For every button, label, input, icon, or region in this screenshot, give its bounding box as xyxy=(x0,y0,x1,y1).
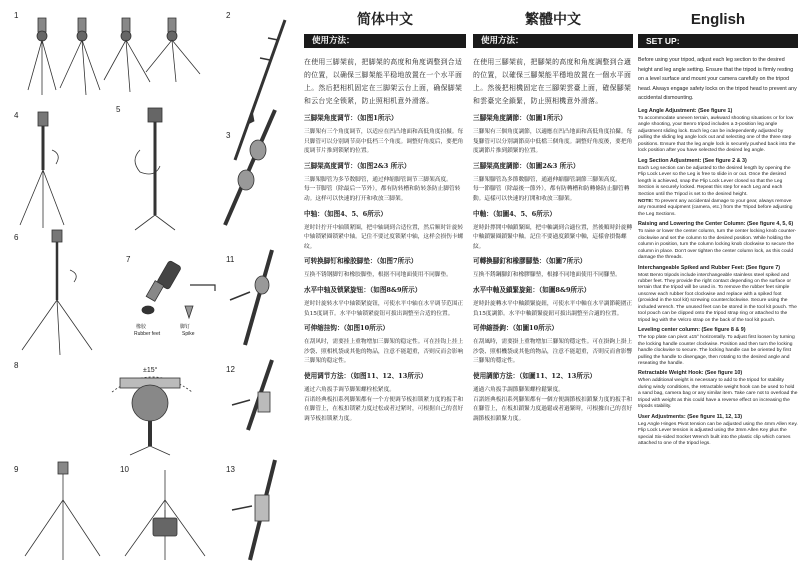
figure-4 xyxy=(14,111,64,228)
tc-section-head: 使用調節方法：（如圖11、12、13所示） xyxy=(473,371,597,380)
figure-13-number: 13 xyxy=(226,465,235,474)
spike-label-en: Spike xyxy=(182,331,195,337)
en-section-head: Leg Angle Adjustment: (See figure 1) xyxy=(638,107,733,114)
en-note-text: To prevent any accidental damage to your gear, always remove any mounted equipment (camera, etc.) from the Tripod before adjusting the Leg Sections. xyxy=(638,198,793,217)
tc-section-body: 互換不銹鋼腳釘和橡膠腳墊，根據不同地面使用不同腳墊。 xyxy=(473,272,621,279)
sc-section-body: 互换不锈钢脚钉和橡胶脚垫，根据不同地面使用不同脚垫。 xyxy=(304,272,452,279)
sc-title: 简体中文 xyxy=(357,12,413,28)
tc-section-head: 可轉換腳釘和橡膠腳墊：（如圖7所示） xyxy=(473,257,587,266)
figure-2-number: 2 xyxy=(226,11,231,20)
tc-section-head: 中軸：（如圖4、5、6所示） xyxy=(473,209,556,218)
figure-10 xyxy=(120,465,205,560)
en-section-body: The top plate can pivot ±15° horizontally. To adjust first loosen by turning the locking handle counter clockwise. Position and then turn the locking handle clockwise to secure. The locking handle can be oriented by first pulling the handle to disengage, then rotating to the desired angle and reseating the handle. xyxy=(638,335,795,367)
en-setup-bar: SET UP: xyxy=(638,34,798,48)
figure-7 xyxy=(126,255,215,337)
tc-section-head: 三腳架高度調節：（如圖2&3 所示） xyxy=(473,161,580,170)
en-section-body: To raise or lower the center column, turn the center locking knob counter-clockwise and set the column to the desired position. While holding the column in position, turn the column locking knob clockwise to secure the column in place. Don't over tighten the center column lock, as this could damage the threads. xyxy=(638,229,797,261)
figure-5 xyxy=(116,105,175,230)
tc-intro: 在使用三腳架前，把腳架的高度和角度調整到合適的位置，以確保三腳架能平穩地放置在一個水平面上。然後把相機固定在三腳架雲臺上面，確保腳架和雲臺完全鎖緊，防止照相機意外滑落。 xyxy=(473,58,632,105)
en-intro: Before using your tripod, adjust each leg section to the desired height and leg angle setting. Ensure that the tripod is firmly resting on a level surface and mount your camera carefully on the tripod head. Always engage safety locks on the tripod head to prevent any accidental dismounting. xyxy=(638,57,797,102)
en-sections xyxy=(638,108,798,448)
figure-13 xyxy=(226,460,275,560)
figures-svg xyxy=(0,0,300,567)
tc-section-body: 三腳架有三個角度調節，以適應在凹凸地面和高低角度拍攝。每隻腳管可以分別調節高中低檔三個角度。調整好角度後，要把角度調節片推到鎖緊的位置。 xyxy=(473,129,633,155)
sc-section-head: 三脚架角度调节：（如图1所示） xyxy=(304,114,398,122)
figure-9-number: 9 xyxy=(14,465,19,474)
en-section-head: Raising and Lowering the Center Column: (See figure 4, 5, 6) xyxy=(638,221,794,228)
figure-5-number: 5 xyxy=(116,105,121,114)
traditional-chinese-column xyxy=(473,10,633,565)
en-section-head: Leveling center column: (See figure 8 & 9) xyxy=(638,327,746,334)
sc-section-head: 水平中轴及锁紧旋钮：（如图8&9所示） xyxy=(304,285,422,294)
tc-section-head: 三腳架角度調節：（如圖1所示） xyxy=(473,114,567,122)
sc-intro: 在使用三脚架前，把脚架的高度和角度调整到合适的位置，以确保三脚架能平稳地放置在一个水平面上。然后把相机固定在三脚架云台上面，确保脚架和云台完全锁紧，防止照相机意外滑落。 xyxy=(304,58,463,105)
tc-section-body: 逆時針旋轉水平中軸鎖緊旋鈕，可使水平中軸在水平調節範圍正負15度調節。水平中軸鎖緊旋鈕可拔出調整至合適的位置。 xyxy=(473,300,633,317)
figure-1 xyxy=(14,11,200,95)
en-section-body: Leg Angle Hinges Pivot tension can be adjusted using the 4mm Allen Key. Flip Lock Lever tension is adjusted using the 3mm Allen Key plus the special Six-sided Socket Wrench built into the plastic clip which comes attached to one of the tripod legs. xyxy=(638,421,798,447)
sc-setup-bar: 使用方法： xyxy=(304,34,466,48)
tc-section-body: 逆時針擰開中軸鎖緊圈，把中軸調到合適位置，然後順時針旋轉中軸鎖緊圈鎖緊中軸。記住不要過度鎖緊中軸，這樣會損傷螺紋。 xyxy=(473,224,633,250)
tc-section-head: 水平中軸及鎖緊旋鈕：（如圖8&9所示） xyxy=(473,285,591,294)
english-column xyxy=(638,10,798,565)
figure-9 xyxy=(14,462,100,560)
figure-1-number: 1 xyxy=(14,11,19,20)
figure-11 xyxy=(226,250,272,345)
sc-section-body: 三脚架有三个角度调节，以适应在凹凸地面和高低角度拍摄。每只脚管可以分别调节高中低档三个角度。调整好角度后，要把角度调节片推到锁紧的位置。 xyxy=(304,129,464,155)
tc-setup-bar: 使用方法： xyxy=(473,34,633,48)
tc-section-body: 通過六角扳手調節腳架螺栓鬆緊度。 百諾經典板扣系列腳架都有一個方便調節板扣鎖緊力度的扳手和在腳管上，在板扣鎖緊力度過鬆或者過緊時，可根據自己的喜好調節板扣鎖緊力度。 xyxy=(473,386,633,422)
figure-12 xyxy=(226,360,272,430)
figure-4-number: 4 xyxy=(14,111,19,120)
figure-8 xyxy=(14,361,192,455)
sc-section-head: 三脚架高度调节：（如图2&3 所示） xyxy=(304,161,411,170)
en-section-body: Each Leg section can be adjusted to the desired length by opening the Flip Lock Lever so the Leg is free to slide in or out. Once the desired length is achieved, snap the Flip Lock Lever closed so that the Leg Section is securely locked. Repeat this step for each Leg and each Section until the Tripod is set to the desired height. xyxy=(638,165,791,197)
sc-section-head: 中轴：（如图4、5、6所示） xyxy=(304,209,387,218)
figure-6 xyxy=(14,230,92,355)
en-section-body: When additional weight is necessary to add to the tripod for stability during windy conditions, the retractable weight hook can be used to hold a sand bag, camera bag or any similar item. Take care not to overload the tripod with weight as this could have a reverse effect on increasing the tripods stability. xyxy=(638,378,798,410)
en-note xyxy=(638,199,798,218)
figure-12-number: 12 xyxy=(226,365,235,374)
figure-6-number: 6 xyxy=(14,233,19,242)
en-section-head: Leg Section Adjustment: (See figure 2 & 3) xyxy=(638,157,747,164)
figure-3-number: 3 xyxy=(226,131,231,140)
en-section-head: Retractable Weight Hook: (See figure 10) xyxy=(638,370,743,377)
en-section-head: Interchangeable Spiked and Rubber Feet: (See figure 7) xyxy=(638,264,780,271)
figure-2 xyxy=(226,11,285,160)
sc-section-body: 三脚架脚管为多节数脚管，通过伸缩脚管调节三脚架高度。 每一节脚管（除最后一节外），都有防转槽和防转条防止脚管转动。这样可以快速的打开和收放三脚架。 xyxy=(304,176,461,202)
sc-section-body: 逆时针拧开中轴锁紧圈，把中轴调到合适位置，然后顺时针旋转中轴锁紧圈锁紧中轴。记住不要过度锁紧中轴，这样会损伤卡螺纹。 xyxy=(304,224,464,250)
rubber-label-en: Rubber feet xyxy=(134,331,161,337)
sc-section-head: 可转换脚钉和橡胶脚垫：（如图7所示） xyxy=(304,257,418,266)
figure-3 xyxy=(225,110,275,225)
sc-sections xyxy=(304,114,466,424)
sc-section-body: 通过六角扳手调节脚架螺栓松紧度。 百诺经典板扣系列脚架都有一个方便调节板扣锁紧力度的扳手和在脚管上，在板扣锁紧力度过松或者过紧时，可根据自己的喜好调节板扣锁紧力度。 xyxy=(304,386,464,422)
en-note-label: NOTE: xyxy=(638,198,654,204)
en-section-body: Most Benro tripods include interchangeable stainless steel spiked and rubber feet. They provide the right contact depending on the surface or terrain that the tripod will be used in. To remove the rubber feet simple unscrew each rubber foot clockwise and replace with a spiked foot (provided in the tool kit) screwing counterclockwise. Secure using the included wrench. The unused feet can be stored in the tool kit pouch. The tool pouch can be clipped onto the tripod strap ring or attached to the tripod leg with the Velcro strap on the back of the tool kit pouch. xyxy=(638,272,797,323)
tc-sections xyxy=(473,114,633,424)
en-section-head: User Adjustments: (See figure 11, 12, 13) xyxy=(638,413,743,420)
tc-section-body: 三腳架腳管為多節數腳管，通過伸縮腳管調節三腳架高度。 每一節腳管（除最後一節外），都有防轉槽和防轉條防止腳管轉動。這樣可以快速的打開和收放三腳架。 xyxy=(473,176,630,202)
rubber-label-cn: 橡胶 xyxy=(136,324,147,330)
spike-label-cn: 脚钉 xyxy=(180,324,191,330)
sc-section-body: 逆时针旋转水平中轴锁紧旋钮，可使水平中轴在水平调节范围正负15度调节。水平中轴锁紧旋钮可拔出调整至合适的位置。 xyxy=(304,300,464,317)
tc-section-head: 可伸縮掛鉤：（如圖10所示） xyxy=(473,324,559,333)
sc-section-head: 使用调节方法：（如图11、12、13所示） xyxy=(304,371,428,380)
tc-title: 繁體中文 xyxy=(525,12,581,28)
figure-10-number: 10 xyxy=(120,465,129,474)
simplified-chinese-column xyxy=(304,10,466,565)
en-section-body: To accommodate uneven terrain, awkward shooting situations or for low angle shooting, your Benro tripod includes a 3-position leg angle adjustment sliding lock. Each leg can be independently adjusted by pulling the sliding leg angle lock out and selecting one of the three step positions. Ensure that the leg angle lock is securely pushed back into the lock position after you have selected the desired leg angle. xyxy=(638,115,796,154)
en-title: English xyxy=(690,11,746,28)
figure-7-number: 7 xyxy=(126,255,131,264)
figure-8-number: 8 xyxy=(14,361,19,370)
angle-label: ±15° xyxy=(143,367,158,374)
figure-11-number: 11 xyxy=(226,255,235,264)
illustrations-panel xyxy=(0,0,300,567)
sc-section-head: 可伸缩挂钩：（如图10所示） xyxy=(304,324,390,333)
tc-section-body: 在刮風時，需要掛上重物增加三腳架的穩定性。可在掛鉤上掛上沙袋、照相機袋或其他的物品，注意不能超重，否則反而會影響三腳架的穩定性。 xyxy=(473,339,633,365)
sc-section-body: 在刮风时，需要挂上重物增加三脚架的稳定性。可在挂钩上挂上沙袋、照相机袋或其他的物品，注意不能超重，否则反而会影响三脚架的稳定性。 xyxy=(304,339,464,365)
